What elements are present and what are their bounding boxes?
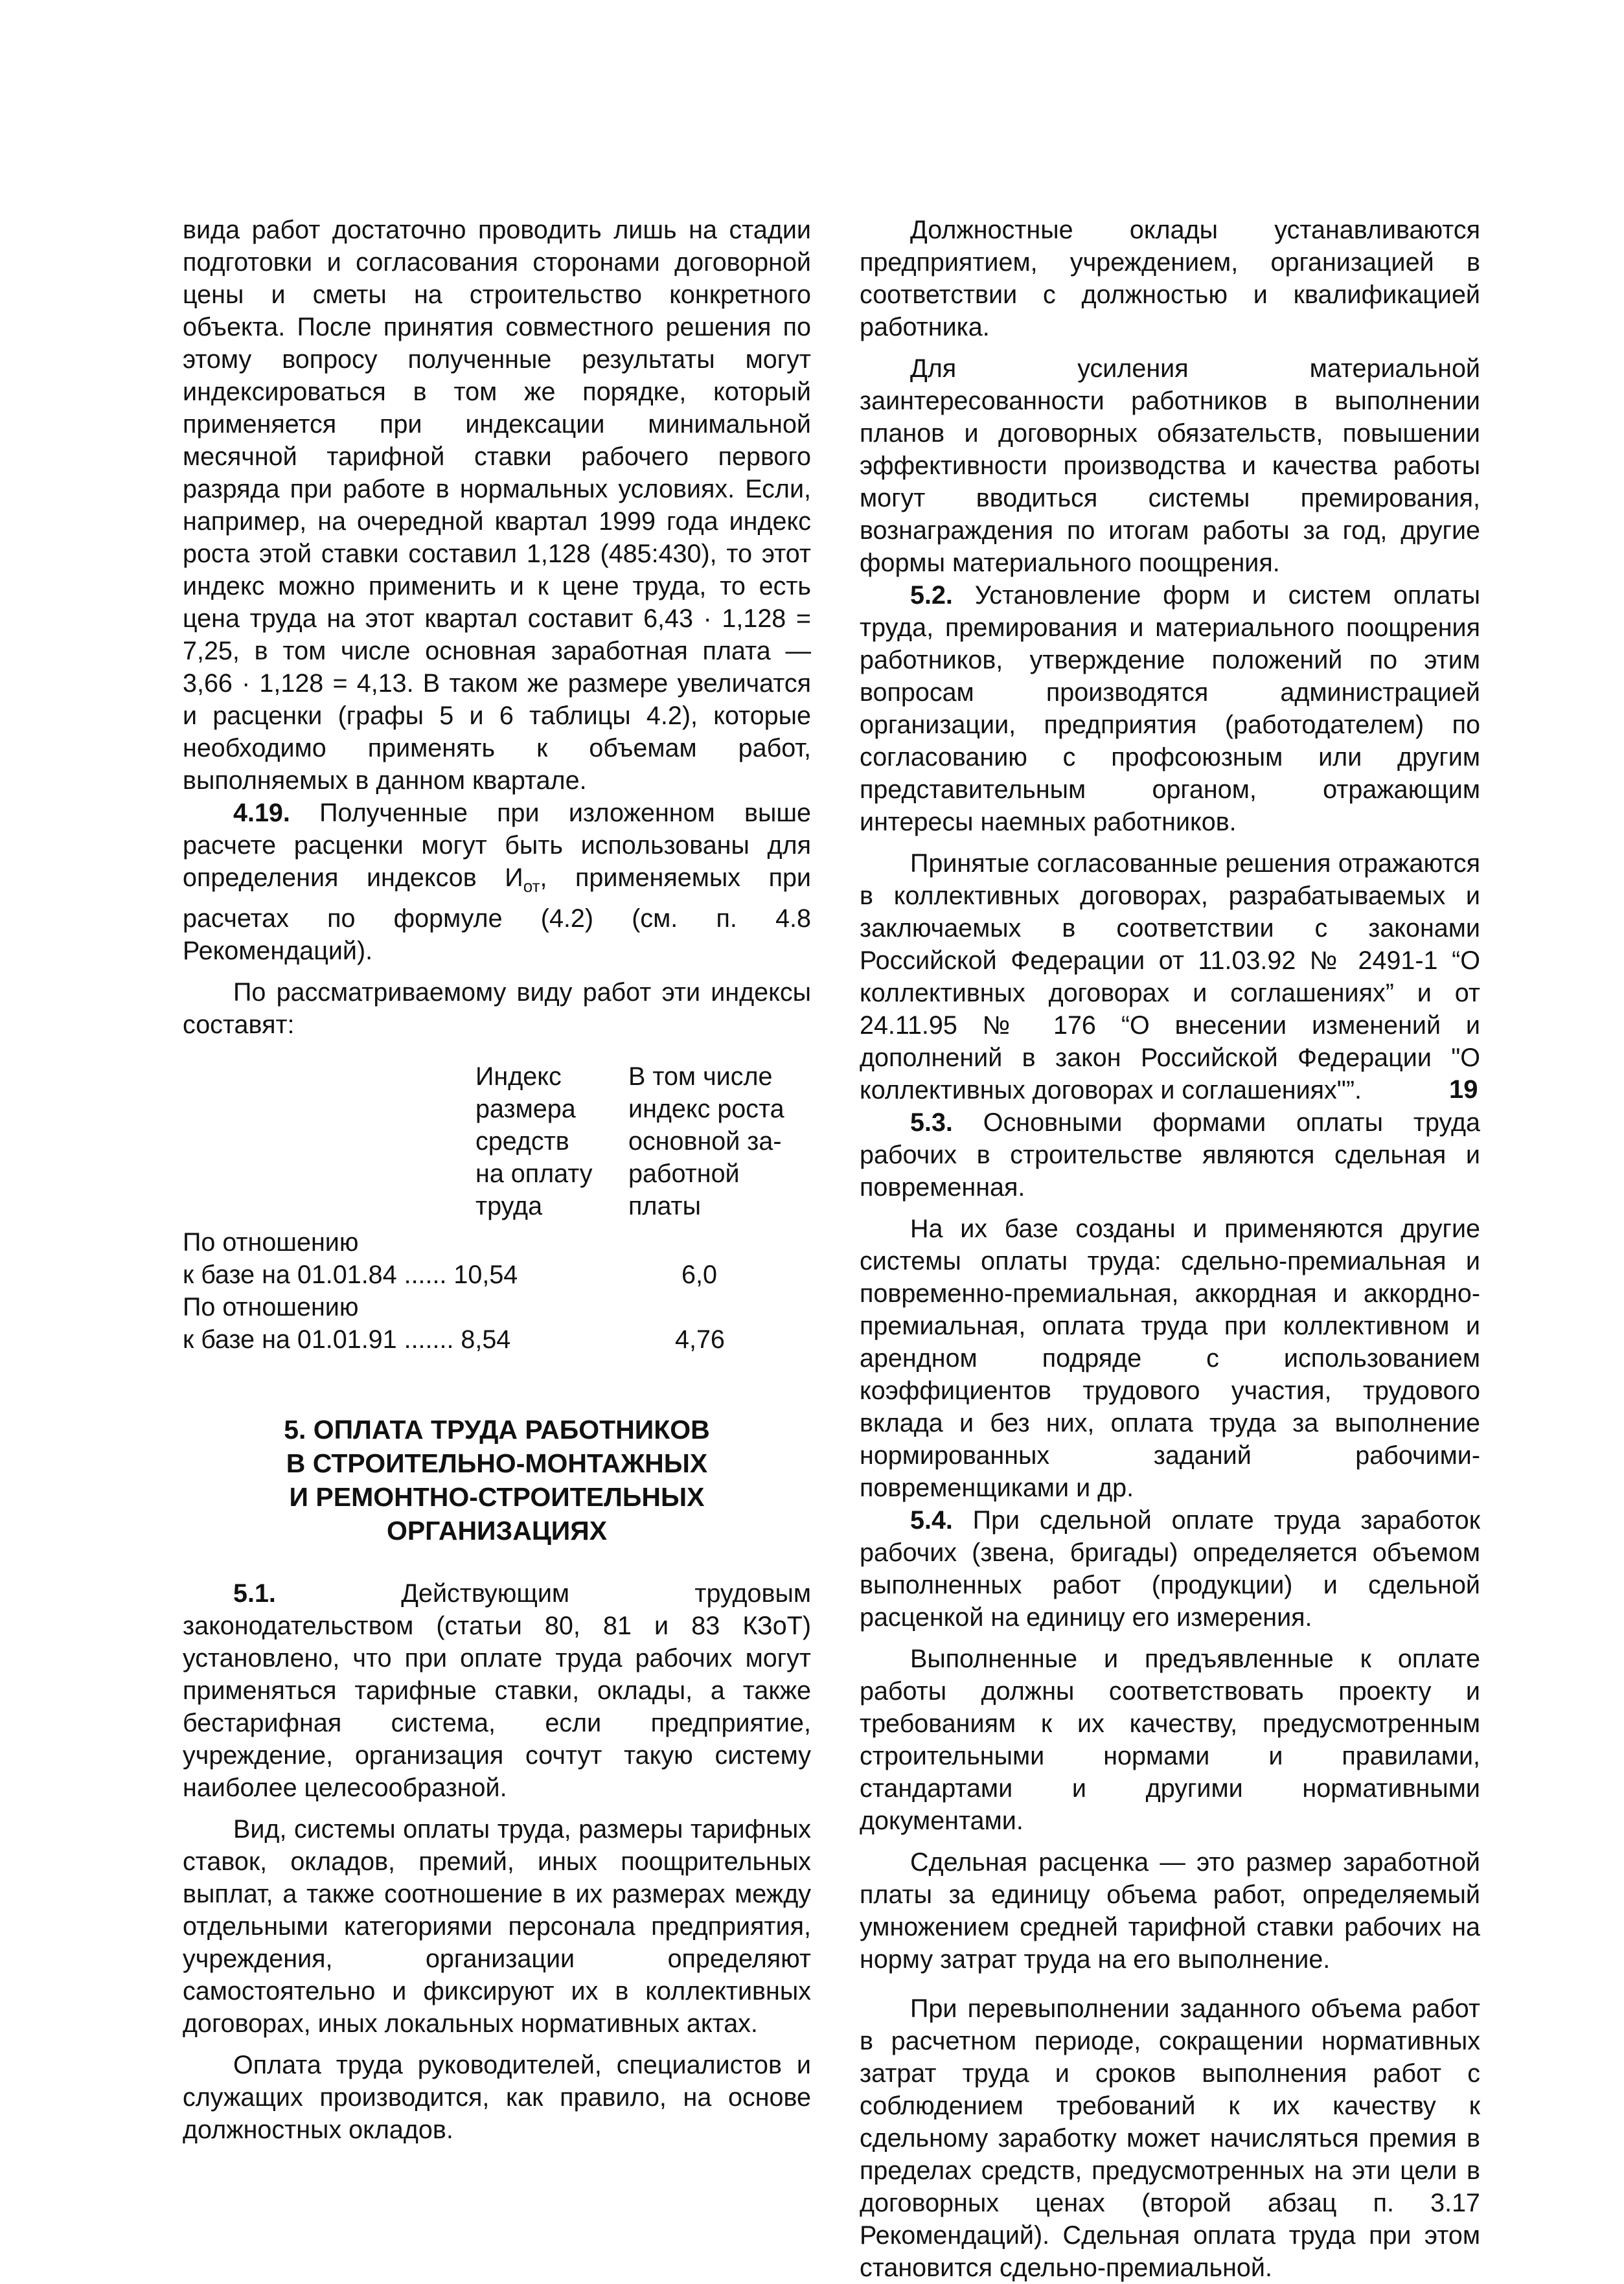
paragraph: Сдельная расценка — это размер заработной платы за единицу объема работ, определяемый умножением средней тарифной ставки рабочих на норму затрат труда на его выполнение. (860, 1848, 1480, 1974)
table-header-cell: Индекс размера средств на оплату труда (475, 1062, 593, 1220)
clause-number: 5.3. (910, 1108, 953, 1137)
paragraph-5-1 (183, 1577, 811, 1804)
paragraph-text: Действующим трудовым законодательством (статьи 80, 81 и 83 КЗоТ) установлено, что при оплате труда рабочих могут применяться тарифные ставки, оклады, а также бестарифная система, если предприятие, учреждение, организация сочтут такую систему наиболее целесообразной. (183, 1579, 811, 1802)
right-column (860, 214, 1480, 2284)
paragraph-text: Установление форм и систем оплаты труда, премирования и материального поощрения работников, утверждение положений по этим вопросам производятся администрацией организации, предприятия (работодателем) по согласованию с профсоюзным или другим представительным органом, отражающим интересы наемных работников. (860, 581, 1480, 836)
paragraph-5-3 (860, 1106, 1480, 1204)
clause-number: 4.19. (233, 799, 290, 827)
paragraph: Оплата труда руководителей, специалистов и служащих производится, как правило, на основе должностных окладов. (183, 2050, 811, 2144)
page-number: 19 (1449, 1075, 1478, 1104)
heading-line: В СТРОИТЕЛЬНО-МОНТАЖНЫХ (286, 1448, 708, 1478)
table-cell: 6,0 (681, 1260, 717, 1289)
subscript: от (523, 876, 540, 896)
paragraph: На их базе созданы и применяются другие системы оплаты труда: сдельно-премиальная и повременно-премиальная, аккордная и аккордно-премиальная, оплата труда при коллективном и арендном подряде с использованием коэффициентов трудового участия, трудового вклада и без них, оплата труда за выполнение нормированных заданий рабочими-повременщиками и др. (860, 1215, 1480, 1502)
paragraph: вида работ достаточно проводить лишь на стадии подготовки и согласования сторонами договорной цены и сметы на строительство конкретного объекта. После принятия совместного решения по этому вопросу полученные результаты могут индексироваться в том же порядке, который применяется при индексации минимальной месячной тарифной ставки рабочего первого разряда при работе в нормальных условиях. Если, например, на очередной квартал 1999 года индекс роста этой ставки составил 1,128 (485:430), то этот индекс можно применить и к цене труда, то есть цена труда на этот квартал составит 6,43 · 1,128 = 7,25, в том числе основная заработная плата — 3,66 · 1,128 = 4,13. В таком же размере увеличатся и расценки (графы 5 и 6 таблицы 4.2), которые необходимо применять к объемам работ, выполняемых в данном квартале. (183, 216, 811, 795)
section-heading (183, 1413, 811, 1547)
paragraph: Принятые согласованные решения отражаются в коллективных договорах, разрабатываемых и заключаемых в соответствии с законами Российской Федерации от 11.03.92 № 2491-1 “О коллективных договорах и соглашениях” и от 24.11.95 № 176 “О внесении изменений и дополнений в закон Российской Федерации "О коллективных договорах и соглашениях"”. (860, 849, 1480, 1104)
paragraph-text: Основными формами оплаты труда рабочих в строительстве являются сдельная и повременная. (860, 1108, 1480, 1202)
table-cell: к базе на 01.01.91 ....... 8,54 (183, 1325, 511, 1354)
paragraph: По рассматриваемому виду работ эти индексы составят: (183, 977, 811, 1039)
left-column (183, 214, 811, 2146)
paragraph-4-19 (183, 797, 811, 967)
paragraph-text: При сдельной оплате труда заработок рабочих (звена, бригады) определяется объемом выполненных работ (продукции) и сдельной расценкой на единицу его измерения. (860, 1506, 1480, 1632)
paragraph: Вид, системы оплаты труда, размеры тарифных ставок, окладов, премий, иных поощрительных выплат, а также соотношение в их размерах между отдельными категориями персонала предприятия, учреждения, организации определяют самостоятельно и фиксируют их в коллективных договорах, иных локальных нормативных актах. (183, 1814, 811, 2038)
paragraph: Выполненные и предъявленные к оплате работы должны соответствовать проекту и требованиям к их качеству, предусмотренным строительными нормами и правилами, стандартами и другими нормативными документами. (860, 1645, 1480, 1835)
table-cell: 4,76 (675, 1325, 725, 1354)
paragraph-text: Полученные при изложенном выше расчете расценки могут быть использованы для определения индексов И (183, 799, 811, 892)
paragraph: При перевыполнении заданного объема работ в расчетном периоде, сокращении нормативных затрат труда и сроков выполнения работ с соблюдением требований к их качеству к сдельному заработку может начисляться премия в пределах средств, предусмотренных на эти цели в договорных ценах (второй абзац п. 3.17 Рекомендаций). Сдельная оплата труда при этом становится сдельно-премиальной. (860, 1994, 1480, 2282)
heading-line: ОРГАНИЗАЦИЯХ (386, 1515, 608, 1546)
heading-line: 5. ОПЛАТА ТРУДА РАБОТНИКОВ (284, 1414, 710, 1445)
clause-number: 5.1. (233, 1579, 276, 1608)
table-header-cell: В том числе индекс роста основной за- работной платы (628, 1062, 784, 1220)
table-cell: к базе на 01.01.84 ...... 10,54 (183, 1260, 518, 1289)
paragraph-text: , применяемых при расчетах по формуле (4.2) (см. п. 4.8 Рекомендаций). (183, 863, 811, 965)
paragraph: Для усиления материальной заинтересованности работников в выполнении планов и договорных обязательств, повышении эффективности производства и качества работы могут вводиться системы премирования, вознаграждения по итогам работы за год, другие формы материального поощрения. (860, 354, 1480, 577)
clause-number: 5.4. (910, 1506, 953, 1535)
index-table (183, 1060, 811, 1384)
heading-line: И РЕМОНТНО-СТРОИТЕЛЬНЫХ (289, 1481, 705, 1512)
clause-number: 5.2. (910, 581, 953, 610)
table-row-label: По отношению (183, 1228, 359, 1257)
paragraph-5-2 (860, 579, 1480, 838)
paragraph-5-4 (860, 1504, 1480, 1634)
table-row-label: По отношению (183, 1292, 359, 1321)
paragraph: Должностные оклады устанавливаются предприятием, учреждением, организацией в соответствии с должностью и квалификацией работника. (860, 216, 1480, 341)
